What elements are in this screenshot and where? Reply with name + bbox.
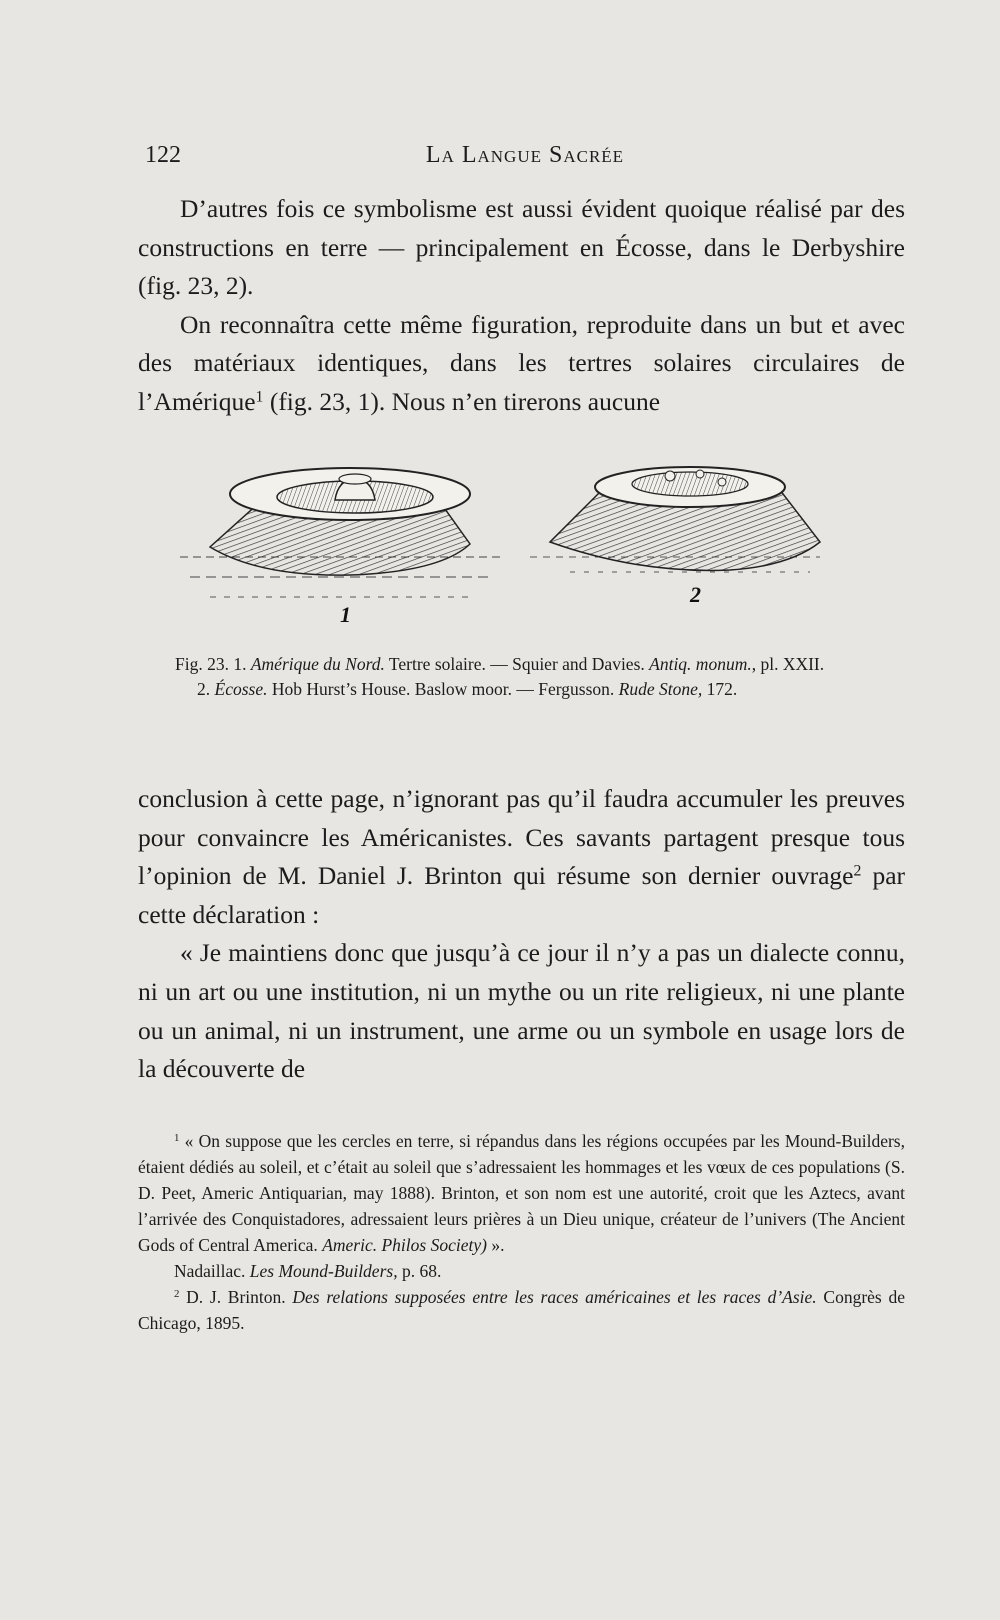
running-title: La Langue Sacrée [425,142,625,168]
mound-2-drawing [530,467,820,572]
page-number: 122 [145,142,181,168]
figure-23-illustration [170,462,890,652]
body-text-top [138,190,905,422]
figure-caption [175,652,865,701]
figure-label-2: 2 [690,582,701,607]
mound-1-drawing [180,468,500,597]
footnote-ref: 1 [255,388,264,406]
footnote-ref: 2 [853,862,862,880]
figure-label-1: 1 [340,602,351,627]
running-header [145,142,905,176]
footnote-2: $^2$ D. J. Brinton. Des relations supposées entre les races américaines et les races d’Asie. Congrès de Chicago, 1895. [138,1287,905,1333]
paragraph: On reconnaîtra cette même figuration, reproduite dans un but et avec des matériaux identiques, dans les tertres solaires circulaires de l’Amérique$^1$ (fig. 23, 1). Nous n’en tirerons aucune [138,309,905,416]
paragraph: conclusion à cette page, n’ignorant pas qu’il faudra accumuler les preuves pour convaincre les Américanistes. Ces savants partagent presque tous l’opinion de M. Daniel J. Brinton qui résume son dernier ouvrage$^2$ par cette déclaration : [138,784,906,929]
paragraph: D’autres fois ce symbolisme est aussi évident quoique réalisé par des constructions en terre — principalement en Écosse, dans le Derbyshire (fig. 23, 2). [138,194,905,301]
caption-line-2: 2. Écosse. Hob Hurst’s House. Baslow moor. — Fergusson. Rude Stone, 172. [197,678,738,699]
caption-line-1: Fig. 23. 1. Amérique du Nord. Tertre solaire. — Squier and Davies. Antiq. monum., pl. XXII. [175,654,825,674]
footnotes [138,1128,905,1336]
footnote-1-continued: Nadaillac. Les Mound-Builders, p. 68. [174,1261,442,1281]
quote-paragraph: « Je maintiens donc que jusqu’à ce jour il n’y a pas un dialecte connu, ni un art ou une institution, ni un mythe ou un rite religieux, ni une plante ou un animal, ni un instrument, une arme ou un symbole en usage lors de la découverte de [138,938,905,1084]
footnote-1: $^1$ « On suppose que les cercles en terre, si répandus dans les régions occupées par les Mound-Builders, étaient dédiés au soleil, et c’était au soleil que s’adressaient les hommages et les vœux de ces populations (S. D. Peet, Americ Antiquarian, may 1888). Brinton, et son nom est une autorité, croit que les Aztecs, avant l’arrivée des Conquistadores, adressaient leurs prières à un Dieu unique, créateur de l’univers (The Ancient Gods of Central America. Americ. Philos Society) ». [138,1131,905,1255]
body-text-bottom [138,780,905,1089]
